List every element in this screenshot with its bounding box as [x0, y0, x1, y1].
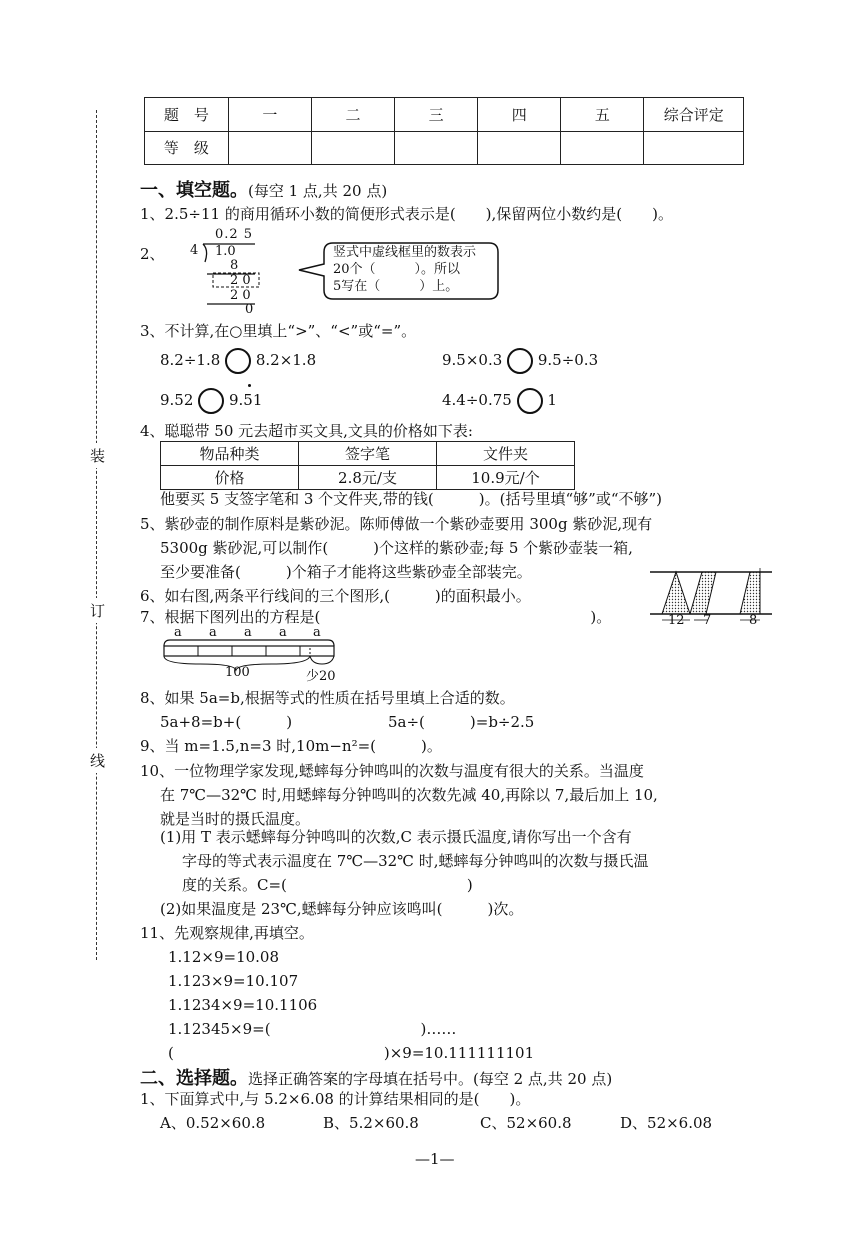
division-quotient: 0.2 5 — [215, 227, 254, 242]
compare-item-1 — [160, 348, 316, 374]
question-5-line-2: 5300g 紫砂泥,可以制作( )个这样的紫砂壶;每 5 个紫砂壶装一箱, — [160, 539, 633, 557]
segment-label-a: a — [174, 625, 182, 640]
price-header: 签字笔 — [299, 442, 437, 466]
choice-question-1: 1、下面算式中,与 5.2×6.08 的计算结果相同的是( )。 — [140, 1090, 531, 1108]
price-cell: 2.8元/支 — [299, 466, 437, 490]
compare-left: 9.5×0.3 — [442, 351, 503, 369]
pattern-line-3: 1.1234×9=10.1106 — [168, 996, 318, 1014]
division-divisor: 4 — [190, 243, 199, 258]
pattern-line-5: ( )×9=10.111111101 — [168, 1044, 535, 1062]
division-dividend: 1.0 — [215, 244, 236, 259]
choice-option-c: C、52×60.8 — [480, 1114, 572, 1132]
question-10-2: (2)如果温度是 23℃,蟋蟀每分钟应该鸣叫( )次。 — [160, 900, 524, 918]
grade-input-cell[interactable] — [561, 131, 644, 165]
speech-line-3: 5写在（ ）上。 — [333, 279, 459, 294]
section1-note: (每空 1 点,共 20 点) — [248, 182, 388, 200]
binding-char-zhuang: 装 — [90, 443, 105, 468]
price-table — [160, 441, 575, 490]
grade-input-cell[interactable] — [395, 131, 478, 165]
compare-left: 8.2÷1.8 — [160, 351, 221, 369]
section1-heading — [140, 176, 387, 202]
binding-char-xian: 线 — [90, 748, 105, 773]
section1-title: 一、填空题。 — [140, 180, 248, 201]
grade-header-cell: 四 — [478, 98, 561, 132]
grade-header-cell: 五 — [561, 98, 644, 132]
compare-circle[interactable] — [198, 388, 224, 414]
division-step2: 2 0 — [230, 273, 251, 288]
question-4-tail: 他要买 5 支签字笔和 3 个文件夹,带的钱( )。(括号里填“够”或“不够”) — [160, 490, 663, 508]
division-step1: 8 — [230, 258, 239, 273]
question-7: 7、根据下图列出的方程是( )。 — [140, 608, 612, 626]
question-10-line-1: 10、一位物理学家发现,蟋蟀每分钟鸣叫的次数与温度有很大的关系。当温度 — [140, 762, 644, 780]
grade-header-cell: 一 — [228, 98, 311, 132]
speech-line-1: 竖式中虚线框里的数表示 — [333, 245, 477, 260]
pattern-line-4: 1.12345×9=( )…… — [168, 1020, 457, 1038]
fig-label-12: 12 — [668, 613, 685, 628]
division-step3: 2 0 — [230, 288, 251, 303]
question-8-a: 5a+8=b+( ) — [160, 713, 293, 731]
pattern-line-1: 1.12×9=10.08 — [168, 948, 280, 966]
division-remainder: 0 — [245, 302, 254, 317]
question-10-line-3: 就是当时的摄氏温度。 — [160, 810, 311, 828]
fig-label-8: 8 — [749, 613, 758, 628]
grade-label-cell: 等 级 — [145, 131, 229, 165]
question-6: 6、如右图,两条平行线间的三个图形,( )的面积最小。 — [140, 587, 531, 605]
question-4: 4、聪聪带 50 元去超市买文具,文具的价格如下表: — [140, 422, 473, 440]
question-8: 8、如果 5a=b,根据等式的性质在括号里填上合适的数。 — [140, 689, 515, 707]
section2-heading — [140, 1064, 612, 1090]
compare-circle[interactable] — [225, 348, 251, 374]
grade-input-cell[interactable] — [644, 131, 744, 165]
speech-line-2: 20个（ ）。所以 — [333, 262, 461, 277]
speech-bubble-text — [333, 244, 476, 295]
grade-input-cell[interactable] — [478, 131, 561, 165]
section2-note: 选择正确答案的字母填在括号中。(每空 2 点,共 20 点) — [248, 1070, 613, 1088]
price-header: 文件夹 — [437, 442, 575, 466]
compare-item-4 — [442, 388, 557, 414]
question-2-number: 2、 — [140, 245, 165, 263]
question-10-1-line-3: 度的关系。C=( ) — [182, 876, 473, 894]
grade-header-cell: 二 — [311, 98, 394, 132]
compare-circle[interactable] — [517, 388, 543, 414]
segment-total-label: 100 — [225, 665, 250, 680]
question-8-b: 5a÷( )=b÷2.5 — [388, 713, 535, 731]
compare-left: 4.4÷0.75 — [442, 391, 512, 409]
question-3: 3、不计算,在○里填上“>”、“<”或“=”。 — [140, 322, 417, 340]
choice-option-a: A、0.52×60.8 — [160, 1114, 266, 1132]
compare-item-3 — [160, 388, 262, 414]
grade-header-cell: 综合评定 — [644, 98, 744, 132]
segment-label-a: a — [313, 625, 321, 640]
choice-option-d: D、52×6.08 — [620, 1114, 713, 1132]
question-1: 1、2.5÷11 的商用循环小数的简便形式表示是( ),保留两位小数约是( )。 — [140, 205, 674, 223]
fig-label-7: 7 — [703, 613, 712, 628]
binding-char-ding: 订 — [90, 598, 105, 623]
question-10-1-line-2: 字母的等式表示温度在 7℃—32℃ 时,蟋蟀每分钟鸣叫的次数与摄氏温 — [182, 852, 649, 870]
grade-input-cell[interactable] — [228, 131, 311, 165]
segment-label-a: a — [279, 625, 287, 640]
grade-header-cell: 题 号 — [145, 98, 229, 132]
section2-title: 二、选择题。 — [140, 1068, 248, 1089]
repeating-decimal-dot — [248, 384, 251, 387]
compare-circle[interactable] — [507, 348, 533, 374]
question-10-line-2: 在 7℃—32℃ 时,用蟋蟀每分钟鸣叫的次数先减 40,再除以 7,最后加上 10, — [160, 786, 658, 804]
price-cell: 10.9元/个 — [437, 466, 575, 490]
compare-left: 9.52 — [160, 391, 194, 409]
pattern-line-2: 1.123×9=10.107 — [168, 972, 299, 990]
choice-option-b: B、5.2×60.8 — [323, 1114, 419, 1132]
compare-item-2 — [442, 348, 598, 374]
compare-right: 9.5÷0.3 — [537, 351, 599, 369]
question-9: 9、当 m=1.5,n=3 时,10m−n²=( )。 — [140, 737, 442, 755]
segment-label-a: a — [209, 625, 217, 640]
question-10-1-line-1: (1)用 T 表示蟋蟀每分钟鸣叫的次数,C 表示摄氏温度,请你写出一个含有 — [160, 828, 632, 846]
segment-label-a: a — [244, 625, 252, 640]
question-5-line-1: 5、紫砂壶的制作原料是紫砂泥。陈师傅做一个紫砂壶要用 300g 紫砂泥,现有 — [140, 515, 653, 533]
segment-less-label: 少20 — [306, 669, 336, 684]
grade-header-cell: 三 — [395, 98, 478, 132]
price-cell: 价格 — [161, 466, 299, 490]
question-11: 11、先观察规律,再填空。 — [140, 924, 314, 942]
grade-input-cell[interactable] — [311, 131, 394, 165]
question-5-line-3: 至少要准备( )个箱子才能将这些紫砂壶全部装完。 — [160, 563, 532, 581]
compare-right: 1 — [547, 391, 557, 409]
price-header: 物品种类 — [161, 442, 299, 466]
binding-line — [96, 110, 98, 960]
compare-right: 8.2×1.8 — [255, 351, 317, 369]
page-number: —1— — [415, 1150, 455, 1168]
compare-right: 9.51 — [228, 391, 263, 409]
grade-table — [144, 97, 744, 165]
